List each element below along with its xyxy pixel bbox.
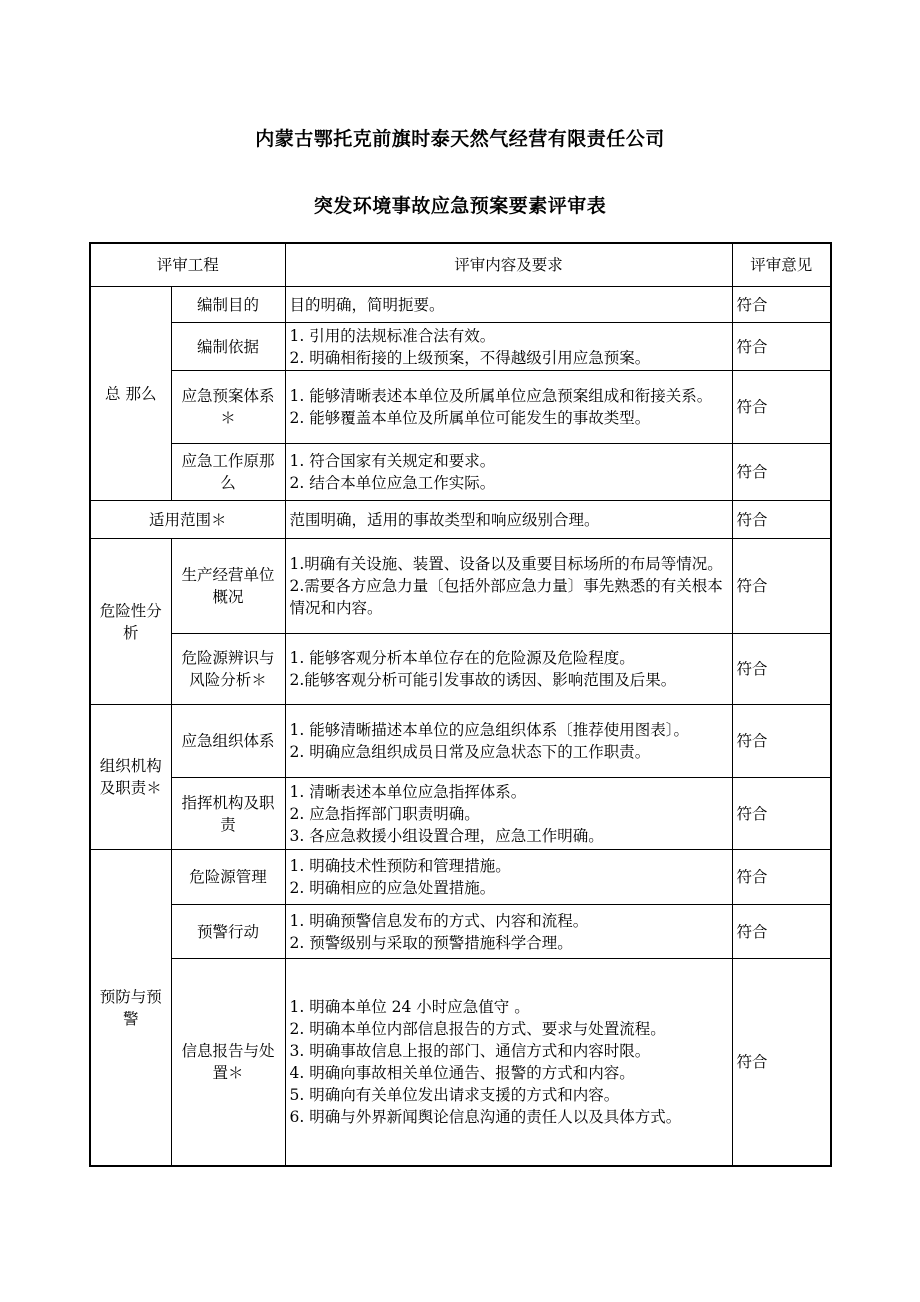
- table-row: [90, 444, 831, 501]
- table-row: [90, 634, 831, 705]
- row-label: 危险源辨识与风险分析＊: [171, 634, 285, 705]
- row-opinion: 符合: [732, 850, 831, 905]
- row-content: 1. 明确预警信息发布的方式、内容和流程。 2. 预警级别与采取的预警措施科学合理。: [285, 905, 732, 959]
- row-opinion: 符合: [732, 778, 831, 850]
- header-opinion: 评审意见: [732, 243, 831, 287]
- row-content: 1. 清晰表述本单位应急指挥体系。 2. 应急指挥部门职责明确。 3. 各应急救援小组设置合理，应急工作明确。: [285, 778, 732, 850]
- row-opinion: 符合: [732, 539, 831, 634]
- group-hazard: 危险性分析: [90, 539, 171, 705]
- table-row: [90, 778, 831, 850]
- row-label: 危险源管理: [171, 850, 285, 905]
- row-opinion: 符合: [732, 444, 831, 501]
- table-row: [90, 959, 831, 1167]
- table-row: [90, 850, 831, 905]
- group-scope: 适用范围＊: [90, 501, 285, 539]
- row-content: 1. 能够清晰表述本单位及所属单位应急预案组成和衔接关系。 2. 能够覆盖本单位及所属单位可能发生的事故类型。: [285, 371, 732, 444]
- header-row: [90, 243, 831, 287]
- review-table: [89, 242, 832, 1167]
- row-label: 编制目的: [171, 287, 285, 323]
- row-opinion: 符合: [732, 959, 831, 1167]
- row-label: 信息报告与处置＊: [171, 959, 285, 1167]
- row-opinion: 符合: [732, 905, 831, 959]
- table-row: [90, 705, 831, 778]
- group-general: 总 那么: [90, 287, 171, 501]
- row-opinion: 符合: [732, 371, 831, 444]
- row-label: 生产经营单位概况: [171, 539, 285, 634]
- table-row: [90, 905, 831, 959]
- group-prevent: 预防与预警: [90, 850, 171, 1167]
- row-content: 1. 明确本单位 24 小时应急值守 。 2. 明确本单位内部信息报告的方式、要求与处置流程。 3. 明确事故信息上报的部门、通信方式和内容时限。 4. 明确向事故相关单位通告、报警的方式和内容。 5. 明确向有关单位发出请求支援的方式和内容。 6. 明确与外界新闻舆论信息沟通的责任人以及具体方式。: [285, 959, 732, 1167]
- row-opinion: 符合: [732, 323, 831, 371]
- row-label: 编制依据: [171, 323, 285, 371]
- row-content: 1. 符合国家有关规定和要求。 2. 结合本单位应急工作实际。: [285, 444, 732, 501]
- row-opinion: 符合: [732, 287, 831, 323]
- row-content: 1. 明确技术性预防和管理措施。 2. 明确相应的应急处置措施。: [285, 850, 732, 905]
- row-label: 应急工作原那么: [171, 444, 285, 501]
- table-row: [90, 371, 831, 444]
- company-title: 内蒙古鄂托克前旗时泰天然气经营有限责任公司: [255, 128, 665, 150]
- header-item: 评审工程: [90, 243, 285, 287]
- row-content: 目的明确，简明扼要。: [285, 287, 732, 323]
- row-content: 1.明确有关设施、装置、设备以及重要目标场所的布局等情况。 2.需要各方应急力量〔包括外部应急力量〕事先熟悉的有关根本情况和内容。: [285, 539, 732, 634]
- row-content: 1. 能够清晰描述本单位的应急组织体系〔推荐使用图表〕。 2. 明确应急组织成员日常及应急状态下的工作职责。: [285, 705, 732, 778]
- row-content: 1. 引用的法规标准合法有效。 2. 明确相衔接的上级预案，不得越级引用应急预案。: [285, 323, 732, 371]
- table-row: [90, 539, 831, 634]
- row-opinion: 符合: [732, 501, 831, 539]
- row-label: 应急组织体系: [171, 705, 285, 778]
- row-opinion: 符合: [732, 705, 831, 778]
- table-row: [90, 501, 831, 539]
- row-content: 范围明确，适用的事故类型和响应级别合理。: [285, 501, 732, 539]
- row-content: 1. 能够客观分析本单位存在的危险源及危险程度。 2.能够客观分析可能引发事故的诱因、影响范围及后果。: [285, 634, 732, 705]
- header-content: 评审内容及要求: [285, 243, 732, 287]
- row-label: 指挥机构及职责: [171, 778, 285, 850]
- table-row: [90, 287, 831, 323]
- row-label: 预警行动: [171, 905, 285, 959]
- table-title: 突发环境事故应急预案要素评审表: [313, 195, 607, 217]
- row-opinion: 符合: [732, 634, 831, 705]
- row-label: 应急预案体系＊: [171, 371, 285, 444]
- group-org: 组织机构及职责＊: [90, 705, 171, 850]
- table-row: [90, 323, 831, 371]
